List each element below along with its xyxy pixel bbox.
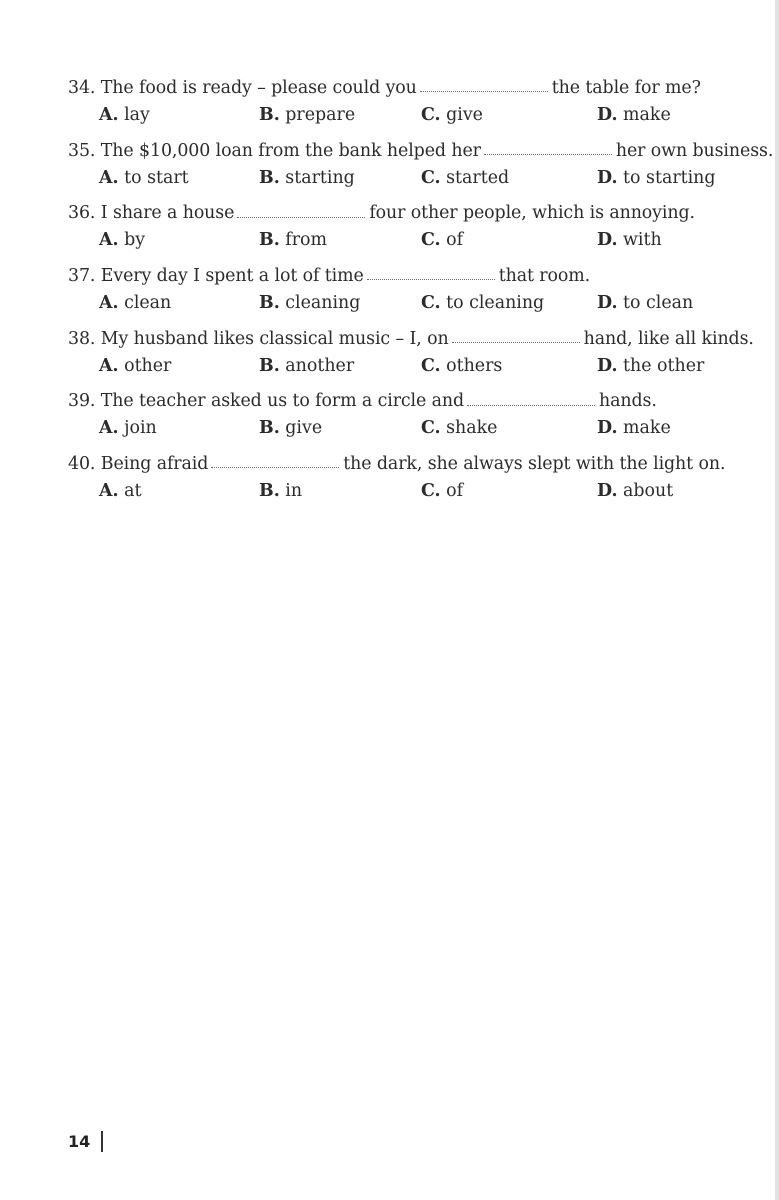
option-letter: C.: [421, 105, 441, 125]
stem-text-after: hands.: [599, 391, 657, 412]
option-text: another: [285, 355, 355, 376]
answer-options: [68, 227, 768, 254]
stem-text-before: I share a house: [100, 203, 235, 224]
option-d[interactable]: [597, 353, 704, 380]
option-letter: B.: [259, 418, 280, 439]
stem-text-before: The food is ready – please could you: [100, 78, 417, 98]
option-text: give: [446, 105, 483, 125]
option-text: to starting: [623, 167, 716, 188]
option-letter: B.: [259, 230, 280, 251]
answer-options: [68, 415, 768, 442]
option-letter: A.: [99, 418, 119, 439]
question-stem: [68, 387, 768, 415]
option-b[interactable]: [259, 353, 354, 380]
stem-text-after: her own business.: [615, 140, 774, 161]
question-37: [68, 262, 768, 325]
option-text: with: [623, 230, 662, 251]
option-a[interactable]: [99, 102, 150, 129]
option-text: others: [446, 355, 503, 376]
stem-text-after: hand, like all kinds.: [583, 328, 754, 349]
option-text: of: [446, 230, 464, 251]
option-text: about: [623, 481, 674, 502]
option-text: to clean: [623, 293, 694, 314]
stem-text-after: four other people, which is annoying.: [369, 203, 695, 224]
option-c[interactable]: [421, 227, 463, 254]
question-40: [68, 450, 768, 513]
answer-options: [68, 165, 768, 192]
option-d[interactable]: [597, 415, 671, 442]
option-text: in: [285, 481, 303, 502]
stem-text-after: the table for me?: [551, 78, 701, 98]
question-number: 37.: [68, 266, 96, 287]
answer-options: [68, 353, 768, 380]
option-d[interactable]: [597, 227, 662, 254]
stem-text-before: Being afraid: [100, 454, 209, 475]
option-text: from: [285, 230, 328, 251]
option-b[interactable]: [259, 478, 302, 505]
stem-text-before: Every day I spent a lot of time: [100, 266, 364, 287]
option-text: started: [446, 167, 510, 188]
question-number: 40.: [68, 454, 96, 475]
option-c[interactable]: [421, 415, 497, 442]
option-text: starting: [285, 167, 355, 188]
question-39: [68, 387, 768, 450]
question-stem: [68, 450, 768, 478]
option-text: shake: [446, 418, 498, 439]
answer-blank[interactable]: [367, 278, 495, 280]
option-text: prepare: [285, 105, 356, 125]
option-text: at: [124, 481, 142, 502]
option-letter: A.: [99, 167, 119, 188]
answer-blank[interactable]: [211, 466, 339, 468]
answer-blank[interactable]: [237, 216, 365, 218]
question-38: [68, 325, 768, 388]
option-c[interactable]: [421, 165, 509, 192]
option-a[interactable]: [99, 227, 145, 254]
option-a[interactable]: [99, 165, 189, 192]
question-stem: [68, 325, 768, 353]
option-letter: B.: [259, 293, 280, 314]
question-number: 38.: [68, 328, 96, 349]
answer-options: [68, 478, 768, 505]
option-c[interactable]: [421, 353, 502, 380]
option-letter: A.: [99, 230, 119, 251]
stem-text-after: that room.: [498, 266, 591, 287]
answer-blank[interactable]: [467, 404, 595, 406]
option-text: to start: [124, 167, 189, 188]
question-number: 39.: [68, 391, 96, 412]
question-list: [68, 74, 774, 513]
option-d[interactable]: [597, 102, 671, 129]
option-a[interactable]: [99, 415, 157, 442]
option-text: of: [446, 481, 464, 502]
option-text: clean: [124, 293, 172, 314]
option-letter: B.: [259, 167, 280, 188]
stem-text-before: The $10,000 loan from the bank helped her: [100, 140, 481, 161]
option-letter: C.: [421, 230, 441, 251]
option-letter: B.: [259, 355, 280, 376]
answer-options: [68, 290, 768, 317]
question-number: 36.: [68, 203, 96, 224]
question-stem: [68, 199, 768, 227]
option-letter: D.: [597, 105, 618, 125]
option-text: lay: [124, 105, 150, 125]
option-text: join: [124, 418, 157, 439]
answer-blank[interactable]: [420, 90, 548, 92]
option-letter: D.: [597, 355, 618, 376]
option-text: make: [623, 105, 671, 125]
option-text: give: [285, 418, 323, 439]
option-b[interactable]: [259, 102, 355, 129]
question-35: [68, 137, 774, 200]
answer-blank[interactable]: [452, 341, 580, 343]
stem-text-before: The teacher asked us to form a circle and: [100, 391, 465, 412]
option-c[interactable]: [421, 478, 463, 505]
option-a[interactable]: [99, 353, 171, 380]
option-letter: D.: [597, 293, 618, 314]
option-letter: A.: [99, 105, 119, 125]
option-c[interactable]: [421, 290, 544, 317]
option-letter: C.: [421, 167, 441, 188]
option-letter: B.: [259, 105, 280, 125]
option-letter: C.: [421, 293, 441, 314]
option-letter: A.: [99, 481, 119, 502]
option-letter: B.: [259, 481, 280, 502]
answer-options: [68, 102, 768, 129]
option-c[interactable]: [421, 102, 483, 129]
option-letter: A.: [99, 293, 119, 314]
question-stem: [68, 74, 768, 102]
question-34: [68, 74, 768, 137]
option-letter: C.: [421, 481, 441, 502]
answer-blank[interactable]: [484, 153, 612, 155]
option-b[interactable]: [259, 165, 355, 192]
option-b[interactable]: [259, 290, 360, 317]
option-text: to cleaning: [446, 293, 545, 314]
question-number: 34.: [68, 78, 96, 98]
option-d[interactable]: [597, 290, 693, 317]
option-a[interactable]: [99, 478, 141, 505]
option-letter: D.: [597, 230, 618, 251]
option-letter: D.: [597, 167, 618, 188]
option-a[interactable]: [99, 290, 171, 317]
question-stem: [68, 137, 774, 165]
option-letter: D.: [597, 418, 618, 439]
option-text: cleaning: [285, 293, 361, 314]
option-letter: D.: [597, 481, 618, 502]
page-edge-shadow: [775, 0, 779, 1200]
option-b[interactable]: [259, 227, 327, 254]
option-d[interactable]: [597, 478, 673, 505]
page-number-divider: [101, 1131, 103, 1152]
page-number: 14: [68, 1132, 91, 1151]
stem-text-before: My husband likes classical music – I, on: [100, 328, 449, 349]
option-text: by: [124, 230, 146, 251]
option-d[interactable]: [597, 165, 716, 192]
question-stem: [68, 262, 768, 290]
question-36: [68, 199, 768, 262]
option-letter: C.: [421, 355, 441, 376]
option-text: other: [124, 355, 172, 376]
option-text: make: [623, 418, 671, 439]
stem-text-after: the dark, she always slept with the light on.: [343, 454, 726, 475]
question-number: 35.: [68, 140, 96, 161]
option-b[interactable]: [259, 415, 322, 442]
option-text: the other: [623, 355, 705, 376]
option-letter: A.: [99, 355, 119, 376]
option-letter: C.: [421, 418, 441, 439]
